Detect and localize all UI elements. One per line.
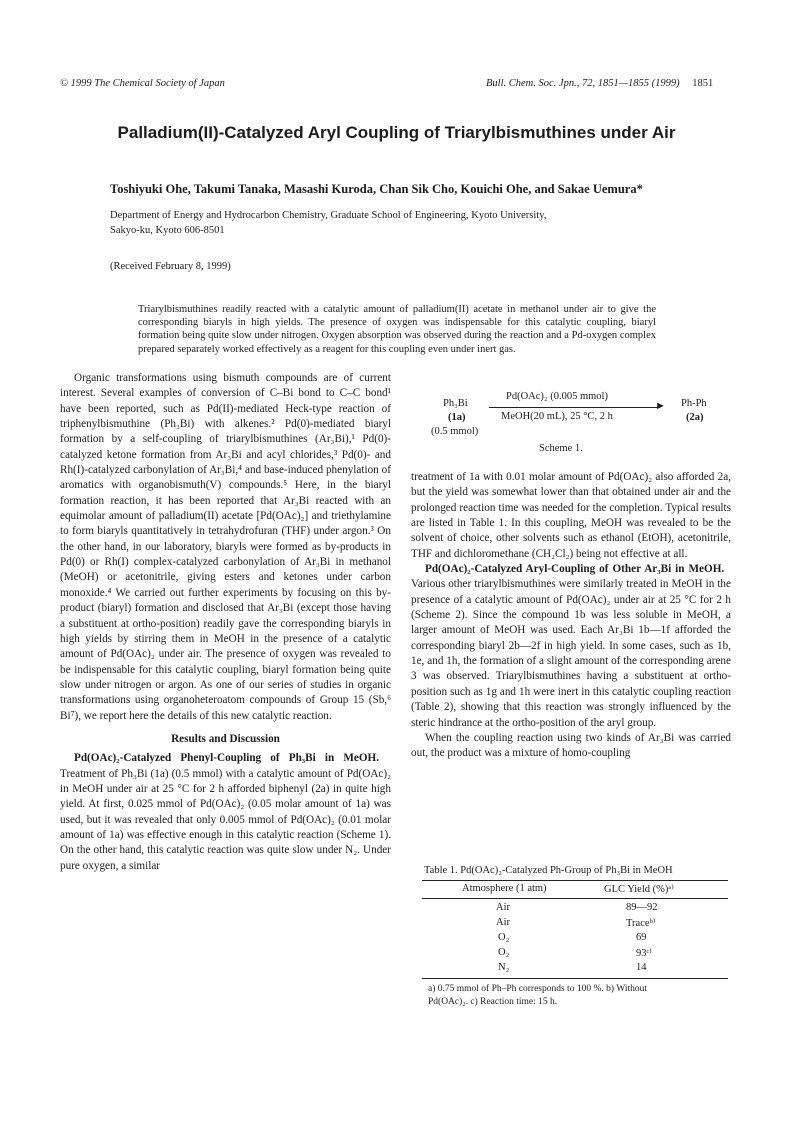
subsection-1 <box>60 751 391 874</box>
reaction-arrow-line <box>489 407 659 408</box>
table-header-atmosphere: Atmosphere (1 atm) <box>462 883 547 894</box>
table-cell-atm: N₂ <box>498 962 510 973</box>
table-cell-atm: Air <box>496 902 510 913</box>
subsection-2 <box>411 562 731 731</box>
table-cell-atm: O₂ <box>498 947 510 958</box>
section-heading: Results and Discussion <box>171 732 280 745</box>
table-cell-yield: Traceᵇ⁾ <box>626 918 656 929</box>
table-cell-atm: O₂ <box>498 932 510 943</box>
reaction-arrowhead-icon: ► <box>655 400 666 412</box>
continued-paragraph: treatment of 1a with 0.01 molar amount of Pd(OAc)₂ also afforded 2a, but the yield was somewhat lower than that obtained under air and the prolonged reaction time was needed for the completion. Typical results are listed in Table 1. In this coupling, MeOH was revealed to be the solvent of choice, other solvents such as ethanol (EtOH), acetonitrile, THF and dichloromethane (CH₂Cl₂) being not effective at all. <box>411 471 731 560</box>
scheme-reactant-amount: (0.5 mmol) <box>431 426 479 437</box>
paragraph-3: When the coupling reaction using two kinds of Ar₃Bi was carried out, the product was a mixture of homo-coupling <box>411 731 731 760</box>
scheme-caption: Scheme 1. <box>539 443 583 454</box>
scheme-conditions: MeOH(20 mL), 25 °C, 2 h <box>501 411 613 422</box>
paper-title: Palladium(II)-Catalyzed Aryl Coupling of Triarylbismuthines under Air <box>117 123 676 142</box>
intro-paragraph: Organic transformations using bismuth compounds are of current interest. Several examples of conversion of C–Bi bond to C–C bond¹ have been reported, such as Pd(II)-mediated Heck-type reaction of triphenylbismuthine (Ph₃Bi) with alkenes.² Pd(0)-mediated biaryl formation by a self-coupling of triarylbismuthines (Ar₃Bi),¹ Pd(0)-catalyzed ketone formation from Ar₃Bi and acyl chlorides,³ Pd(0)- and Rh(I)-catalyzed carbonylation of Ar₃Bi,⁴ and base-induced phenylation of aromatics with organobismuth(V) compounds.⁵ Here, in the biaryl formation reaction, it has been reported that Ar₃Bi reacted with an equimolar amount of palladium(II) acetate [Pd(OAc)₂] and triethylamine to form biaryls quantitatively in tetrahydrofuran (THF) under argon.³ On the other hand, in our laboratory, biaryls were formed as by-products in Pd(0) or Rh(I) complex-catalyzed carbonylation of Ar₃Bi in methanol (MeOH) or acetonitrile, giving esters and ketones under carbon monoxide.⁴ We carried out further experiments by focusing on this by-product (biaryl) formation and disclosed that Ar₃Bi (except those having a substituent at ortho-position) readily gave the corresponding biaryls in high yields by stirring them in MeOH in the presence of a catalytic amount of Pd(OAc)₂ under air. The presence of oxygen was revealed to be indispensable for this catalytic coupling, biaryl formation being quite slow under nitrogen or argon. As one of our series of studies in organic transformations using organoheteroatom compounds of Group 15 (Sb,⁶ Bi⁷), we report here the details of this new catalytic reaction. <box>60 372 391 722</box>
subsection-2-heading: Pd(OAc)₂-Catalyzed Aryl-Coupling of Other Ar₃Bi in MeOH. <box>425 563 725 576</box>
left-column <box>60 371 391 874</box>
scheme-reagent: Pd(OAc)₂ (0.005 mmol) <box>506 391 608 402</box>
scheme-product: Ph-Ph <box>681 398 707 409</box>
table-bottom-rule <box>422 978 728 979</box>
citation-text: Bull. Chem. Soc. Jpn., 72, 1851—1855 (1999) <box>486 78 680 89</box>
table-cell-yield: 14 <box>636 962 647 973</box>
abstract: Triarylbismuthines readily reacted with a catalytic amount of palladium(II) acetate in methanol under air to give the corresponding biaryls in high yields. The presence of oxygen was indispensable for this catalytic coupling, biaryl formation being quite slow under nitrogen. Oxygen absorption was observed during the reaction and a Pd-oxygen complex prepared separately worked effectively as a reagent for this coupling even under inert gas. <box>138 304 656 355</box>
subsection-1-text: Treatment of Ph₃Bi (1a) (0.5 mmol) with a catalytic amount of Pd(OAc)₂ in MeOH under air at 25 °C for 2 h afforded biphenyl (2a) in quite high yield. At first, 0.025 mmol of Pd(OAc)₂ (0.05 molar amount of 1a) was used, but it was revealed that only 0.005 mmol of Pd(OAc)₂ (0.01 molar amount of 1a) was effective enough in this catalytic reaction (Scheme 1). On the other hand, this catalytic reaction was quite slow under N₂. Under pure oxygen, a similar <box>60 767 391 872</box>
right-column <box>411 470 731 762</box>
affiliation-line-2: Sakyo-ku, Kyoto 606-8501 <box>110 225 225 236</box>
scheme-reactant: Ph₃Bi <box>443 398 468 409</box>
table-cell-yield: 89—92 <box>626 902 658 913</box>
table-cell-yield: 93ᶜ⁾ <box>636 948 652 959</box>
affiliation-line-1: Department of Energy and Hydrocarbon Chemistry, Graduate School of Engineering, Kyoto University, <box>110 210 547 221</box>
table-top-rule <box>422 880 728 881</box>
journal-copyright: © 1999 The Chemical Society of Japan <box>60 78 225 89</box>
scheme-product-id: (2a) <box>686 412 704 423</box>
table-cell-yield: 69 <box>636 932 647 943</box>
page-number: 1851 <box>692 78 714 89</box>
author-list: Toshiyuki Ohe, Takumi Tanaka, Masashi Kuroda, Chan Sik Cho, Kouichi Ohe, and Sakae Uemura* <box>110 182 643 196</box>
table-cell-atm: Air <box>496 917 510 928</box>
scheme-reactant-id: (1a) <box>448 412 466 423</box>
table-header-rule <box>422 898 728 899</box>
table-footnote-2: Pd(OAc)₂. c) Reaction time: 15 h. <box>428 997 558 1007</box>
table-1 <box>422 880 728 1010</box>
table-footnote-1: a) 0.75 mmol of Ph–Ph corresponds to 100 %. b) Without <box>428 984 647 994</box>
table-1-caption: Table 1. Pd(OAc)₂-Catalyzed Ph-Group of Ph₃Bi in MeOH <box>424 865 673 876</box>
journal-citation <box>486 78 713 89</box>
received-date: (Received February 8, 1999) <box>110 261 231 272</box>
subsection-2-text: Various other triarylbismuthines were similarly treated in MeOH in the presence of a catalytic amount of Pd(OAc)₂ under air at 25 °C for 2 h (Scheme 2). Since the compound 1b was less soluble in MeOH, a larger amount of MeOH was used. Each Ar₃Bi 1b—1f afforded the corresponding biaryl 2b—2f in high yield. In some cases, such as 1b, 1e, and 1h, the formation of a slight amount of the corresponding arene 3 was observed. Triarylbismuthines having a substituent at ortho-position such as 1g and 1h were inert in this catalytic coupling reaction (Table 2), showing that this reaction was strongly influenced by the steric hindrance at the ortho-position of the aryl group. <box>411 578 731 729</box>
table-header-yield: GLC Yield (%)ᵃ⁾ <box>604 884 674 895</box>
scheme-1 <box>411 380 731 460</box>
subsection-1-heading: Pd(OAc)₂-Catalyzed Phenyl-Coupling of Ph₃Bi in MeOH. <box>74 752 380 765</box>
